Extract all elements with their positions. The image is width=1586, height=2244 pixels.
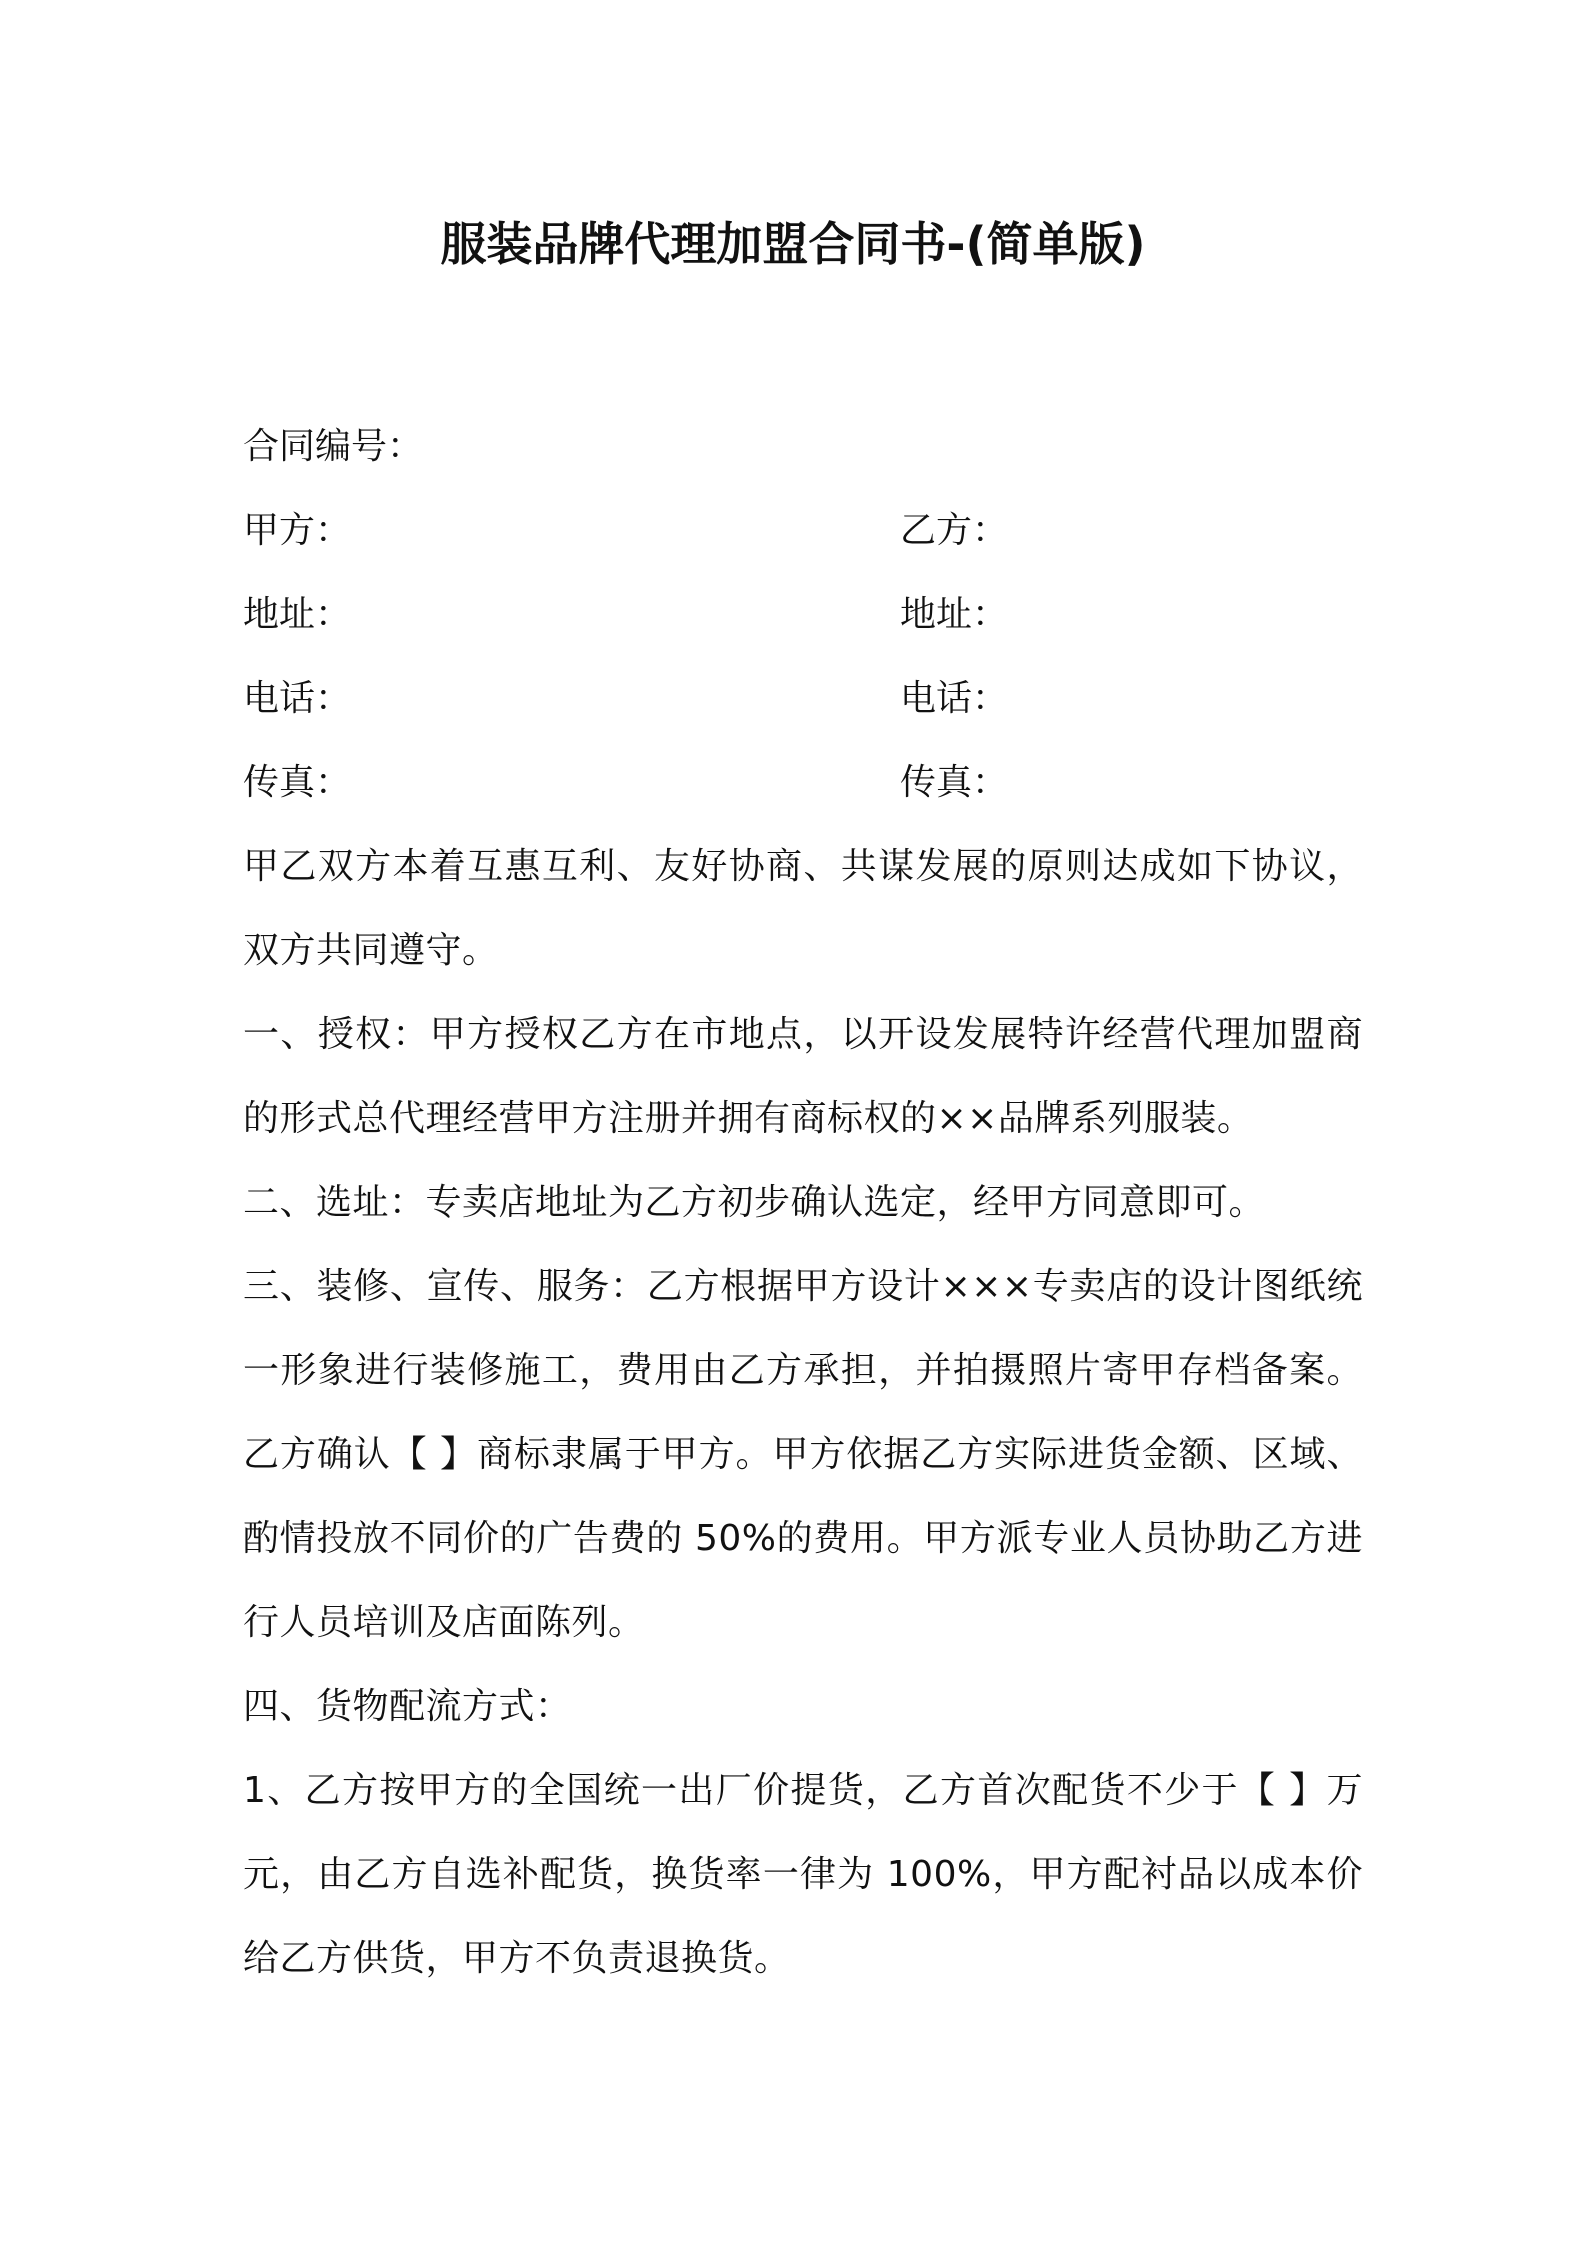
party-a-fax-label: 传真： (243, 762, 352, 803)
clause-goods-distribution-heading: 四、货物配流方式： (243, 1686, 572, 1727)
party-row-fax (243, 741, 1363, 825)
party-b-fax-label: 传真： (900, 762, 1009, 803)
contract-number-row (243, 405, 1363, 489)
document-body (243, 405, 1363, 2001)
clause-decoration-promotion-service: 三、装修、宣传、服务：乙方根据甲方设计×××专卖店的设计图纸统一形象进行装修施工，费用由乙方承担，并拍摄照片寄甲存档备案。乙方确认【 】商标隶属于甲方。甲方依据乙方实际进货金额、区域、酌情投放不同价的广告费的 50%的费用。甲方派专业人员协助乙方进行人员培训及店面陈列。 (243, 1266, 1363, 1643)
document-title: 服装品牌代理加盟合同书-(简单版) (440, 217, 1146, 271)
preamble-paragraph: 甲乙双方本着互惠互利、友好协商、共谋发展的原则达成如下协议，双方共同遵守。 (243, 846, 1363, 971)
contract-number-label: 合同编号： (243, 426, 424, 467)
party-a-name-label: 甲方： (243, 510, 352, 551)
party-a-phone-label: 电话： (243, 678, 352, 719)
party-b-phone-label: 电话： (900, 678, 1009, 719)
party-row-phone (243, 657, 1363, 741)
party-b-name-label: 乙方： (900, 510, 1009, 551)
party-a-address-label: 地址： (243, 594, 352, 635)
party-row-address (243, 573, 1363, 657)
clause-site-selection: 二、选址：专卖店地址为乙方初步确认选定，经甲方同意即可。 (243, 1182, 1266, 1223)
party-row-name (243, 489, 1363, 573)
clause-authorization: 一、授权：甲方授权乙方在市地点，以开设发展特许经营代理加盟商的形式总代理经营甲方注册并拥有商标权的××品牌系列服装。 (243, 1014, 1363, 1139)
clause-goods-distribution-item-1: 1、乙方按甲方的全国统一出厂价提货，乙方首次配货不少于【 】万元，由乙方自选补配货，换货率一律为 100%，甲方配衬品以成本价给乙方供货，甲方不负责退换货。 (243, 1770, 1363, 1979)
party-b-address-label: 地址： (900, 594, 1009, 635)
